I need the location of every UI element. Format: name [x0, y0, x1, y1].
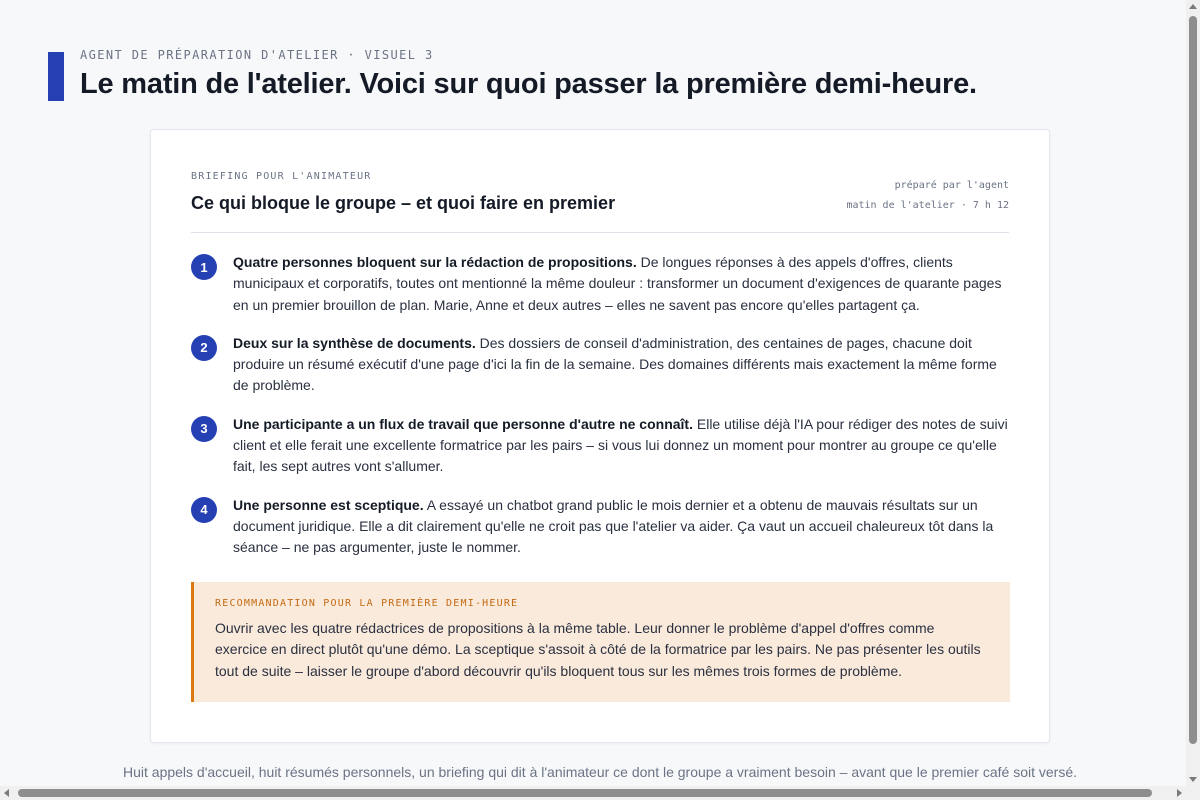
horizontal-scroll-thumb[interactable] [18, 789, 1152, 797]
item-lead: Quatre personnes bloquent sur la rédaction de propositions. [233, 254, 637, 270]
list-item [191, 252, 1011, 316]
scroll-left-arrow-icon[interactable] [4, 789, 9, 797]
item-number-badge: 2 [191, 335, 217, 361]
meta-timestamp: matin de l'atelier · 7 h 12 [846, 200, 1009, 211]
card-eyebrow: BRIEFING POUR L'ANIMATEUR [191, 171, 372, 182]
header-eyebrow: AGENT DE PRÉPARATION D'ATELIER · VISUEL 3 [80, 48, 434, 62]
scroll-down-arrow-icon[interactable] [1189, 777, 1197, 782]
item-body: A essayé un chatbot grand public le mois dernier et a obtenu de mauvais résultats sur un document juridique. Elle a dit clairement qu'elle ne croit pas que l'atelier va aider. Ça vaut un accueil chaleureux tôt dans la séance – ne pas argumenter, juste le nommer. [233, 496, 994, 556]
divider [191, 232, 1009, 233]
card-title: Ce qui bloque le groupe – et quoi faire en premier [191, 193, 616, 213]
scroll-right-arrow-icon[interactable] [1177, 789, 1182, 797]
list-item [191, 495, 1011, 559]
list-item [191, 333, 1011, 397]
footer-caption: Huit appels d'accueil, huit résumés personnels, un briefing qui dit à l'animateur ce dont le groupe a vraiment besoin – avant que le premier café soit versé. [123, 764, 1077, 780]
item-body: Des dossiers de conseil d'administration, des centaines de pages, chacune doit produire un résumé exécutif d'une page d'ici la fin de la semaine. Des domaines différents mais exactement la même forme de problème. [233, 334, 997, 394]
scrollbar-corner [1186, 786, 1200, 800]
vertical-scrollbar[interactable] [1186, 0, 1200, 786]
briefing-card [150, 129, 1050, 743]
item-text [233, 333, 1011, 397]
briefing-list [191, 252, 1011, 576]
item-number-badge: 1 [191, 254, 217, 280]
recommendation-box [191, 582, 1010, 702]
item-lead: Une personne est sceptique. [233, 496, 424, 513]
header-accent-bar [48, 52, 64, 101]
item-body: De longues réponses à des appels d'offres, clients municipaux et corporatifs, toutes ont mentionné la même douleur : transformer un document d'exigences de quarante pages en un premier brouillon de plan. Marie, Anne et deux autres – elles ne savent pas encore qu'elles partagent ça. [233, 254, 1002, 313]
recommendation-text: Ouvrir avec les quatre rédactrices de propositions à la même table. Leur donner le problème d'appel d'offres comme exercice en direct plutôt qu'une démo. La sceptique s'assoit à côté de la formatrice par les pairs. Ne pas présenter les outils tout de suite – laisser le groupe d'abord découvrir qu'ils bloquent tous sur les mêmes trois formes de problème. [215, 620, 981, 679]
meta-prepared-by: préparé par l'agent [894, 180, 1009, 191]
list-item [191, 414, 1011, 478]
item-body: Elle utilise déjà l'IA pour rédiger des notes de suivi client et elle ferait une excellente formatrice par les pairs – si vous lui donnez un moment pour montrer au groupe ce qu'elle fait, les sept autres vont s'allumer. [233, 415, 1008, 475]
item-lead: Deux sur la synthèse de documents. [233, 334, 476, 351]
item-text [233, 414, 1011, 478]
item-number-badge: 4 [191, 497, 217, 523]
item-text [233, 252, 1011, 316]
recommendation-label: RECOMMANDATION POUR LA PREMIÈRE DEMI-HEURE [215, 598, 519, 609]
card-meta [846, 176, 1009, 216]
item-number-badge: 3 [191, 416, 217, 442]
vertical-scroll-thumb[interactable] [1189, 16, 1197, 744]
item-text [233, 495, 1011, 559]
horizontal-scrollbar[interactable] [0, 786, 1186, 800]
page-title: Le matin de l'atelier. Voici sur quoi passer la première demi-heure. [80, 68, 977, 100]
scroll-up-arrow-icon[interactable] [1189, 4, 1197, 9]
item-lead: Une participante a un flux de travail que personne d'autre ne connaît. [233, 415, 693, 432]
